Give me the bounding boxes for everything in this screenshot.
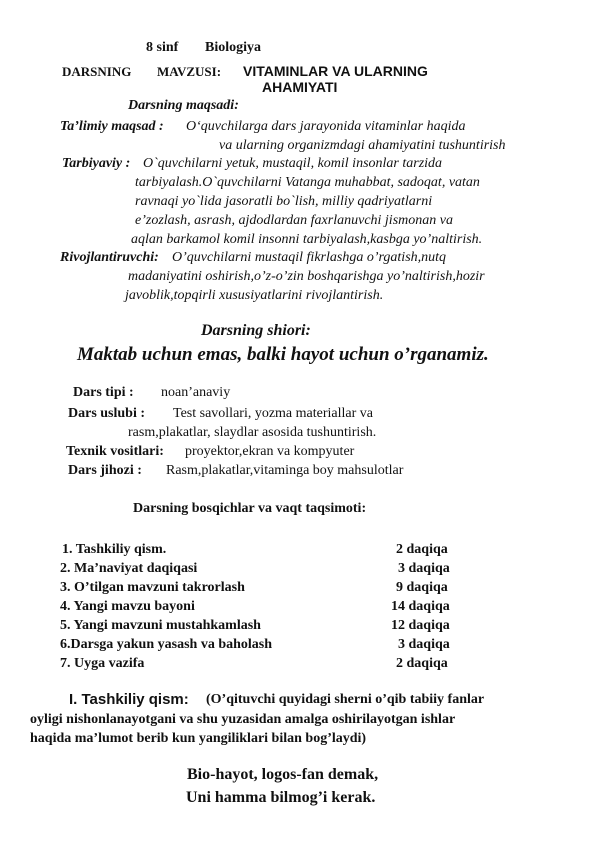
schedule-item-name: 6.Darsga yakun yasash va baholash — [60, 637, 273, 652]
topic-title-line1: VITAMINLAR VA ULARNING — [243, 63, 428, 79]
section-text-line3: haqida ma’lumot berib kun yangiliklari bilan bog’laydi) — [30, 731, 367, 746]
schedule-item-name: 2. Ma’naviyat daqiqasi — [60, 561, 198, 576]
schedule-item-name: 3. O’tilgan mavzuni takrorlash — [60, 580, 245, 595]
schedule-item-time: 9 daqiqa — [396, 580, 448, 595]
schedule-item-name: 5. Yangi mavzuni mustahkamlash — [60, 618, 261, 633]
darsning-label: DARSNING — [62, 64, 132, 79]
equipment-value: Rasm,plakatlar,vitaminga boy mahsulotlar — [166, 463, 404, 478]
tarbiyaviy-text-line4: e’zozlash, asrash, ajdodlardan faxrlanuvchi jismonan va — [135, 213, 453, 228]
rivoj-text-line1: O’quvchilarni mustaqil fikrlashga o’rgatish,nutq — [172, 250, 447, 265]
talimiy-text-line2: va ularning organizmdagi ahamiyatini tushuntirish — [219, 138, 506, 153]
schedule-item-time: 14 daqiqa — [391, 599, 450, 614]
section-text-line1: (O’qituvchi quyidagi sherni o’qib tabiiy fanlar — [206, 692, 485, 707]
tarbiyaviy-text-line1: O`quvchilarni yetuk, mustaqil, komil insonlar tarzida — [143, 156, 443, 171]
motto-text: Maktab uchun emas, balki hayot uchun o’rganamiz. — [77, 344, 489, 365]
technical-tools-label: Texnik vositlari: — [66, 444, 164, 459]
section-title: I. Tashkiliy qism: — [69, 691, 189, 708]
grade-label: 8 sinf — [146, 40, 179, 55]
poem-line1: Bio-hayot, logos-fan demak, — [187, 766, 379, 783]
schedule-item-name: 7. Uyga vazifa — [60, 656, 145, 671]
goals-heading: Darsning maqsadi: — [128, 98, 239, 113]
lesson-method-label: Dars uslubi : — [68, 406, 146, 421]
lesson-type-label: Dars tipi : — [73, 385, 134, 400]
schedule-item-time: 3 daqiqa — [398, 561, 450, 576]
technical-tools-value: proyektor,ekran va kompyuter — [185, 444, 355, 459]
rivoj-text-line2: madaniyatini oshirish,o’z-o’zin boshqarishga yo’naltirish,hozir — [128, 269, 485, 284]
tarbiyaviy-label: Tarbiyaviy : — [62, 156, 131, 171]
lesson-type-value: noan’anaviy — [161, 385, 231, 400]
subject-label: Biologiya — [205, 40, 262, 55]
tarbiyaviy-text-line5: aqlan barkamol komil insonni tarbiyalash,kasbga yo’naltirish. — [131, 232, 483, 247]
schedule-item-name: 4. Yangi mavzu bayoni — [60, 599, 195, 614]
schedule-item-name: 1. Tashkiliy qism. — [62, 542, 167, 557]
rivoj-text-line3: javoblik,topqirli xususiyatlarini rivojlantirish. — [125, 288, 384, 303]
section-text-line2: oyligi nishonlanayotgani va shu yuzasidan amalga oshirilayotgan ishlar — [30, 712, 456, 727]
schedule-item-time: 12 daqiqa — [391, 618, 450, 633]
equipment-label: Dars jihozi : — [68, 463, 142, 478]
poem-line2: Uni hamma bilmog’i kerak. — [186, 789, 376, 806]
motto-heading: Darsning shiori: — [201, 322, 311, 339]
topic-title-line2: AHAMIYATI — [262, 79, 338, 95]
schedule-item-time: 3 daqiqa — [398, 637, 450, 652]
talimiy-label: Ta’limiy maqsad : — [60, 119, 164, 134]
talimiy-text-line1: O‘quvchilarga dars jarayonida vitaminlar haqida — [186, 119, 466, 134]
schedule-item-time: 2 daqiqa — [396, 542, 448, 557]
tarbiyaviy-text-line3: ravnaqi yo`lida jasoratli bo`lish, milliy qadriyatlarni — [135, 194, 433, 209]
lesson-method-value-line2: rasm,plakatlar, slaydlar asosida tushuntirish. — [128, 425, 377, 440]
tarbiyaviy-text-line2: tarbiyalash.O`quvchilarni Vatanga muhabbat, sadoqat, vatan — [135, 175, 480, 190]
lesson-method-value-line1: Test savollari, yozma materiallar va — [173, 406, 373, 421]
schedule-heading: Darsning bosqichlar va vaqt taqsimoti: — [133, 501, 367, 516]
rivoj-label: Rivojlantiruvchi: — [60, 250, 159, 265]
mavzusi-label: MAVZUSI: — [157, 64, 222, 79]
schedule-item-time: 2 daqiqa — [396, 656, 448, 671]
